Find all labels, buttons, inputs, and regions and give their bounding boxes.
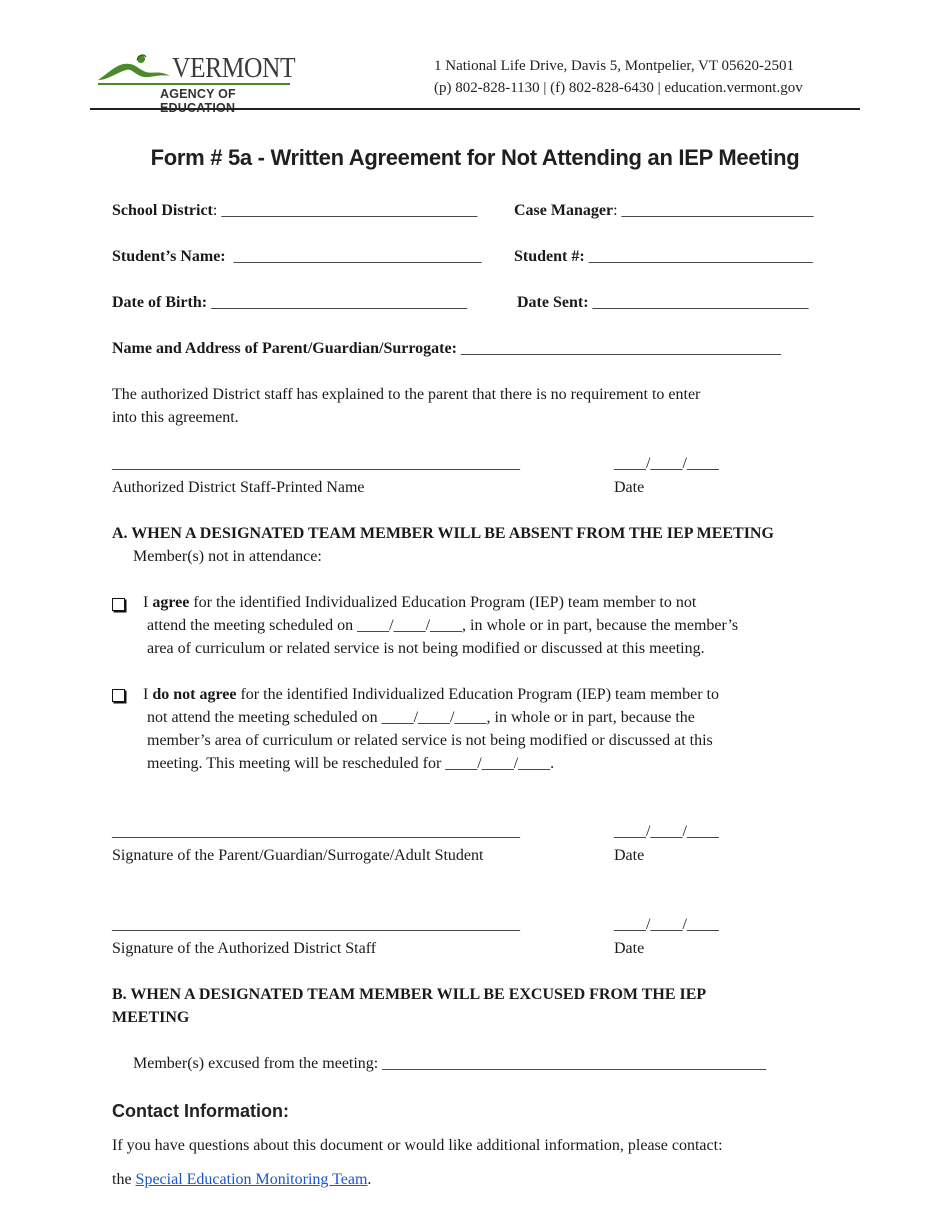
date-sent-field[interactable]: ___________________________	[592, 294, 809, 311]
student-name-label: Student’s Name:	[112, 248, 226, 265]
disagree-line-3: member’s area of curriculum or related service is not being modified or discussed at this	[147, 732, 713, 749]
contact-line-1: If you have questions about this document or would like additional information, please contact:	[112, 1137, 723, 1154]
intro-line-2: into this agreement.	[112, 409, 239, 426]
contact-line-2	[112, 1171, 371, 1189]
parent-signature-label: Signature of the Parent/Guardian/Surrogate/Adult Student	[112, 847, 484, 864]
staff-signature-date-line[interactable]: ____/____/____	[614, 916, 719, 933]
vermont-aoe-logo	[96, 50, 296, 106]
school-district-field[interactable]: : ________________________________	[212, 202, 478, 219]
agree-prefix: I	[143, 594, 153, 611]
agree-text-1: for the identified Individualized Education Program (IEP) team member to not	[189, 594, 697, 611]
contact-line: (p) 802-828-1130 | (f) 802-828-6430 | education.vermont.gov	[434, 80, 803, 96]
section-a-heading: A. WHEN A DESIGNATED TEAM MEMBER WILL BE ABSENT FROM THE IEP MEETING	[112, 525, 774, 542]
student-name-field[interactable]: _______________________________	[233, 248, 482, 265]
section-b-heading-2: MEETING	[112, 1009, 190, 1026]
section-b-heading-1: B. WHEN A DESIGNATED TEAM MEMBER WILL BE EXCUSED FROM THE IEP	[112, 986, 707, 1003]
student-number-row	[514, 248, 813, 266]
staff-printed-date-label: Date	[614, 479, 645, 496]
monitoring-team-link[interactable]: Special Education Monitoring Team	[135, 1171, 368, 1188]
staff-printed-name-label: Authorized District Staff-Printed Name	[112, 479, 365, 496]
case-manager-field[interactable]: : ________________________	[613, 202, 814, 219]
disagree-checkbox[interactable]	[112, 689, 125, 702]
parent-label: Name and Address of Parent/Guardian/Surrogate:	[112, 340, 457, 357]
staff-printed-date-line[interactable]: ____/____/____	[614, 455, 719, 472]
disagree-line-1	[143, 686, 719, 704]
parent-signature-date-label: Date	[614, 847, 645, 864]
school-district-row	[112, 202, 477, 220]
case-manager-label: Case Manager	[514, 202, 614, 219]
contact-prefix: the	[112, 1171, 136, 1188]
disagree-text-1: for the identified Individualized Education Program (IEP) team member to	[236, 686, 719, 703]
dob-field[interactable]: ________________________________	[211, 294, 468, 311]
disagree-line-2: not attend the meeting scheduled on ____/____/____, in whole or in part, because the	[147, 709, 695, 726]
student-number-label: Student #:	[514, 248, 585, 265]
intro-line-1: The authorized District staff has explained to the parent that there is no requirement to enter	[112, 386, 701, 403]
disagree-bold: do not agree	[152, 686, 237, 703]
form-title: Form # 5a - Written Agreement for Not Attending an IEP Meeting	[150, 145, 800, 170]
parent-signature-date-line[interactable]: ____/____/____	[614, 823, 719, 840]
staff-signature-date-label: Date	[614, 940, 645, 957]
dob-row	[112, 294, 467, 312]
date-sent-row	[517, 294, 809, 312]
staff-signature-line[interactable]: ___________________________________________________	[112, 916, 520, 933]
student-name-row	[112, 248, 482, 266]
section-a-subheading: Member(s) not in attendance:	[133, 548, 322, 565]
case-manager-row	[514, 202, 814, 220]
logo-subtitle: AGENCY OF	[160, 87, 236, 101]
contact-heading: Contact Information:	[112, 1101, 289, 1121]
mountain-logo-icon	[96, 50, 176, 86]
disagree-prefix: I	[143, 686, 153, 703]
agree-bold: agree	[152, 594, 190, 611]
school-district-label: School District	[112, 202, 213, 219]
contact-suffix: .	[367, 1171, 372, 1188]
disagree-line-4: meeting. This meeting will be rescheduled for ____/____/____.	[147, 755, 555, 772]
parent-field[interactable]: ________________________________________	[460, 340, 781, 357]
date-sent-label: Date Sent:	[517, 294, 589, 311]
dob-label: Date of Birth:	[112, 294, 208, 311]
parent-signature-line[interactable]: ___________________________________________________	[112, 823, 520, 840]
parent-row	[112, 340, 781, 358]
staff-printed-name-line[interactable]: ___________________________________________________	[112, 455, 520, 472]
agree-line-3: area of curriculum or related service is not being modified or discussed at this meeting.	[147, 640, 705, 657]
staff-signature-label: Signature of the Authorized District Staff	[112, 940, 377, 957]
agree-checkbox[interactable]	[112, 598, 125, 611]
logo-wordmark: VERMONT	[172, 52, 296, 84]
excused-members-field[interactable]: Member(s) excused from the meeting: ________________________________________________	[133, 1055, 767, 1072]
agree-line-1	[143, 594, 696, 612]
agree-line-2: attend the meeting scheduled on ____/____/____, in whole or in part, because the member’s	[147, 617, 739, 634]
student-number-field[interactable]: ____________________________	[588, 248, 813, 265]
address-line-1: 1 National Life Drive, Davis 5, Montpelier, VT 05620-2501	[434, 58, 795, 74]
header-divider	[90, 108, 860, 110]
